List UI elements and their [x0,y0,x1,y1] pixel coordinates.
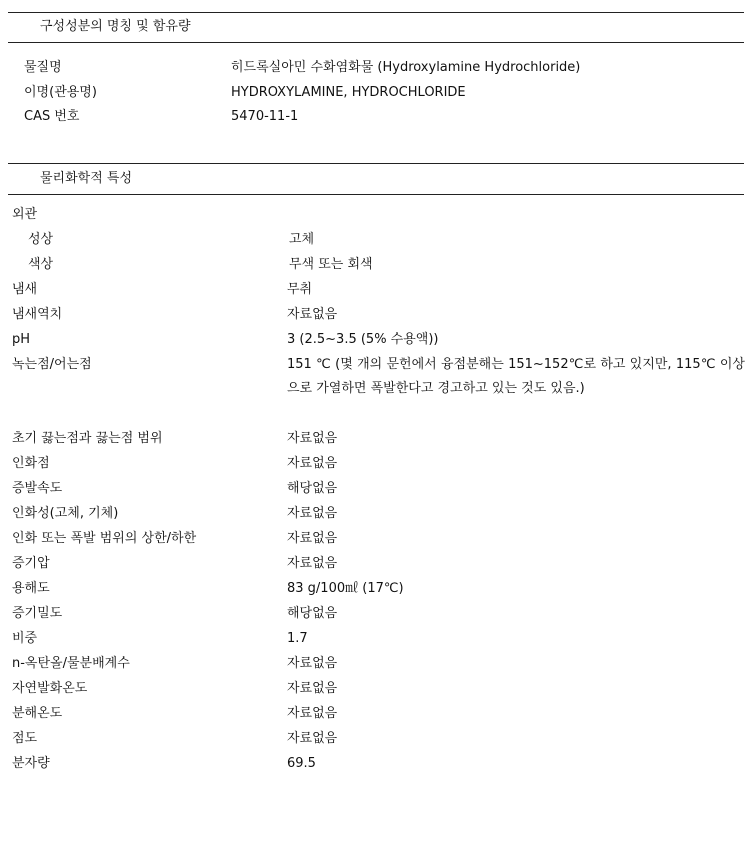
color-label: 색상 [28,257,54,272]
section1-bottom-rule [8,42,744,43]
explosive-limits-label: 인화 또는 폭발 범위의 상한/하한 [12,531,197,546]
section2-bottom-rule [8,194,744,195]
solubility-label: 용해도 [12,581,50,596]
odor-threshold-label: 냄새역치 [12,307,63,322]
decomposition-value: 자료없음 [287,706,338,721]
flash-point-label: 인화점 [12,456,50,471]
substance-name-label: 물질명 [24,60,62,75]
section1-top-rule [8,12,744,13]
synonym-value: HYDROXYLAMINE, HYDROCHLORIDE [231,85,466,100]
appearance-label: 외관 [12,207,38,222]
molecular-weight-label: 분자량 [12,756,50,771]
specific-gravity-label: 비중 [12,631,38,646]
explosive-limits-value: 자료없음 [287,531,338,546]
cas-label: CAS 번호 [24,109,80,124]
solubility-value: 83 g/100㎖ (17℃) [287,581,404,596]
flammability-label: 인화성(고체, 기체) [12,506,119,521]
vapor-density-value: 해당없음 [287,606,338,621]
color-value: 무색 또는 회색 [289,257,373,272]
section2-top-rule [8,163,744,164]
decomposition-label: 분해온도 [12,706,63,721]
section2-title: 물리화학적 특성 [40,171,133,186]
flammability-value: 자료없음 [287,506,338,521]
ph-value: 3 (2.5~3.5 (5% 수용액)) [287,332,439,347]
boiling-point-label: 초기 끓는점과 끓는점 범위 [12,431,163,446]
form-label: 성상 [28,232,54,247]
substance-name-value: 히드록실아민 수화염화물 (Hydroxylamine Hydrochloride) [231,60,581,75]
partition-coefficient-label: n-옥탄올/물분배계수 [12,656,130,671]
boiling-point-value: 자료없음 [287,431,338,446]
synonym-label: 이명(관용명) [24,85,97,100]
vapor-pressure-value: 자료없음 [287,556,338,571]
vapor-density-label: 증기밀도 [12,606,63,621]
melting-point-value: 151 ℃ (몇 개의 문헌에서 융점분해는 151~152℃로 하고 있지만, 115℃ 이상으로 가열하면 폭발한다고 경고하고 있는 것도 있음.) [287,357,745,396]
form-value: 고체 [289,232,315,247]
section1-title: 구성성분의 명칭 및 함유량 [40,19,191,34]
odor-value: 무취 [287,282,313,297]
cas-value: 5470-11-1 [231,109,299,124]
evaporation-rate-value: 해당없음 [287,481,338,496]
odor-threshold-value: 자료없음 [287,307,338,322]
specific-gravity-value: 1.7 [287,631,308,646]
evaporation-rate-label: 증발속도 [12,481,63,496]
molecular-weight-value: 69.5 [287,756,316,771]
autoignition-value: 자료없음 [287,681,338,696]
melting-point-label: 녹는점/어는점 [12,357,92,372]
odor-label: 냄새 [12,282,38,297]
vapor-pressure-label: 증기압 [12,556,50,571]
partition-coefficient-value: 자료없음 [287,656,338,671]
viscosity-label: 점도 [12,731,38,746]
flash-point-value: 자료없음 [287,456,338,471]
viscosity-value: 자료없음 [287,731,338,746]
ph-label: pH [12,332,31,347]
autoignition-label: 자연발화온도 [12,681,88,696]
